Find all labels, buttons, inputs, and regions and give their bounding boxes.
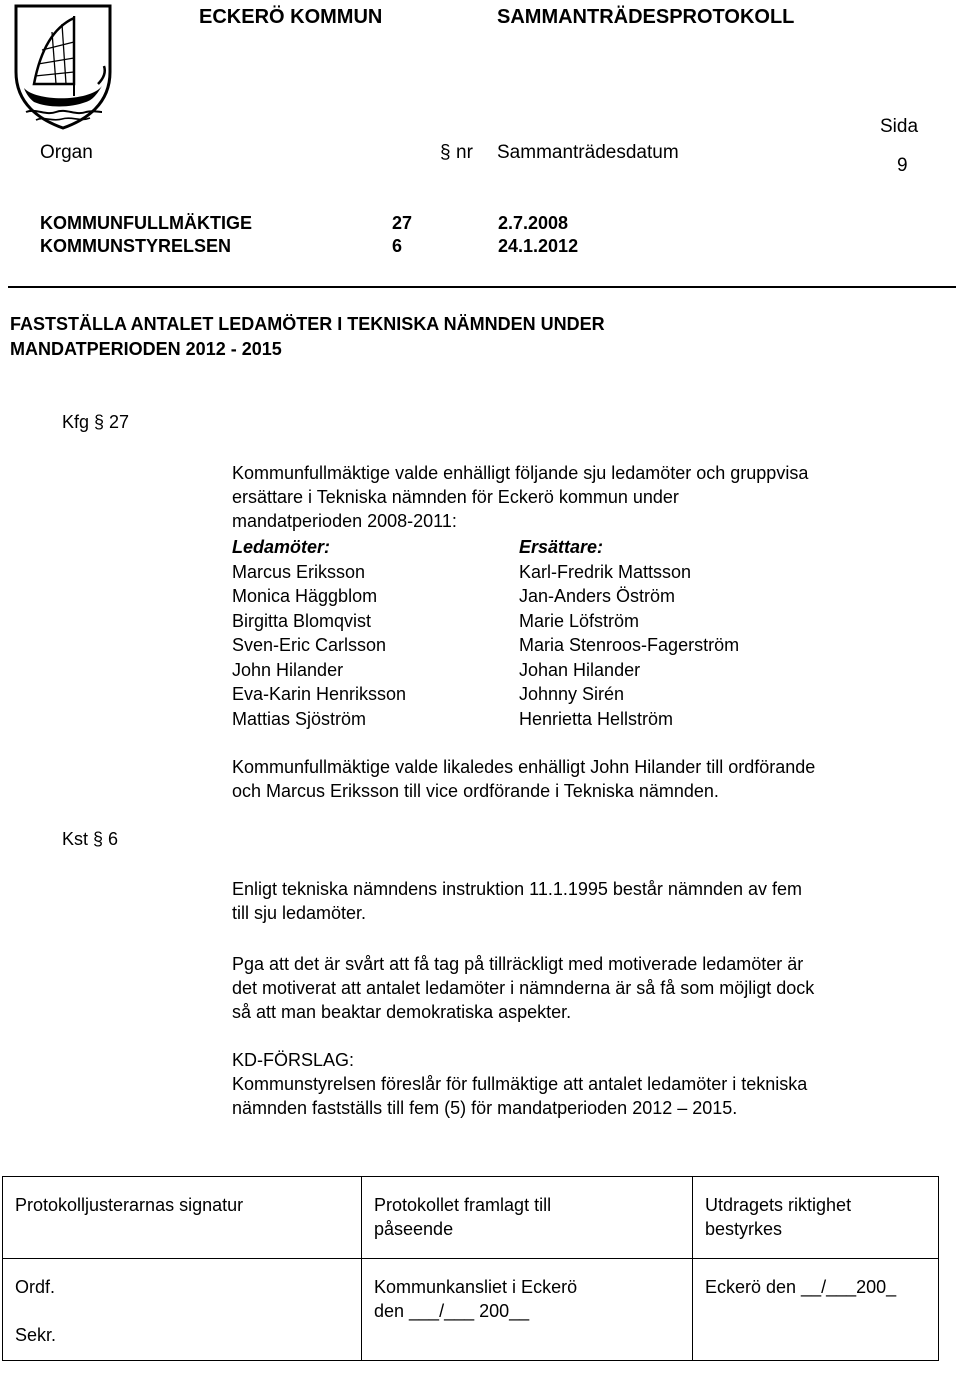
posting-header: Protokollet framlagt till påseende [374, 1195, 552, 1239]
posting-place-date: Kommunkansliet i Eckerö den ___/___ 200__ [374, 1277, 578, 1321]
member-name: Mattias Sjöström [232, 708, 367, 729]
certification-header: Utdragets riktighet bestyrkes [705, 1195, 852, 1239]
signature-table [2, 1176, 939, 1361]
certification-header-cell [693, 1177, 939, 1259]
organ-label: Organ [40, 142, 93, 163]
certification-place-date: Eckerö den __/___200_ [705, 1277, 897, 1297]
certification-cell [693, 1259, 939, 1361]
substitutes-column [519, 535, 739, 731]
substitute-name: Karl-Fredrik Mattsson [519, 561, 692, 582]
members-column [232, 535, 406, 731]
instruction-paragraph [232, 877, 802, 925]
substitutes-header: Ersättare: [519, 537, 604, 557]
page-number: 9 [897, 155, 908, 176]
motivation-line: det motiverat att antalet ledamöter i nämnderna är så få som möjligt dock [232, 978, 815, 998]
organ-nr: 27 [392, 213, 413, 233]
substitute-name: Johnny Sirén [519, 684, 625, 704]
municipality-name: ECKERÖ KOMMUN [199, 6, 383, 28]
nr-label: nr [456, 142, 473, 163]
motivation-line: så att man beaktar demokratiska aspekter. [232, 1002, 572, 1022]
page-label: Sida [880, 116, 919, 137]
chair-paragraph [232, 755, 815, 803]
chair-line: Kommunfullmäktige valde likaledes enhälligt John Hilander till ordförande [232, 757, 816, 777]
proposal-line: nämnden fastställs till fem (5) för mandatperioden 2012 – 2015. [232, 1098, 738, 1118]
intro-line: mandatperioden 2008-2011: [232, 511, 457, 531]
secretary-signature-label: Sekr. [15, 1325, 57, 1345]
posting-cell [362, 1259, 693, 1361]
member-name: Birgitta Blomqvist [232, 610, 372, 631]
members-header: Ledamöter: [232, 537, 331, 557]
substitute-name: Jan-Anders Öström [519, 586, 676, 606]
motivation-line: Pga att det är svårt att få tag på tillräckligt med motiverade ledamöter är [232, 954, 804, 974]
document-title-line2: MANDATPERIODEN 2012 - 2015 [10, 339, 282, 359]
section-symbol: § [440, 142, 451, 163]
document-type: SAMMANTRÄDESPROTOKOLL [497, 6, 795, 28]
member-name: Eva-Karin Henriksson [232, 684, 407, 704]
member-name: Monica Häggblom [232, 586, 378, 606]
signature-header-cell [3, 1177, 362, 1259]
member-name: Marcus Eriksson [232, 561, 366, 582]
motivation-paragraph [232, 952, 814, 1024]
organ-nr: 6 [392, 236, 403, 256]
signature-header: Protokolljusterarnas signatur [15, 1195, 244, 1215]
member-name: Sven-Eric Carlsson [232, 635, 387, 655]
organ-name: KOMMUNFULLMÄKTIGE [40, 213, 252, 233]
instruction-line: Enligt tekniska nämndens instruktion 11.1.1995 består nämnden av fem [232, 879, 803, 899]
signature-cell [3, 1259, 362, 1361]
intro-line: ersättare i Tekniska nämnden för Eckerö kommun under [232, 487, 679, 507]
substitute-name: Marie Löfström [519, 610, 640, 631]
date-label: Sammanträdesdatum [497, 142, 679, 163]
intro-line: Kommunfullmäktige valde enhälligt följande sju ledamöter och gruppvisa [232, 463, 809, 483]
municipality-logo [12, 2, 114, 130]
kfg-reference: Kfg § 27 [62, 412, 130, 432]
substitute-name: Henrietta Hellström [519, 708, 674, 729]
substitute-name: Johan Hilander [519, 659, 641, 680]
organ-name: KOMMUNSTYRELSEN [40, 236, 232, 256]
header-divider [8, 286, 956, 288]
chair-line: och Marcus Eriksson till vice ordförande i Tekniska nämnden. [232, 781, 719, 801]
substitute-name: Maria Stenroos-Fagerström [519, 635, 740, 655]
proposal-label: KD-FÖRSLAG: [232, 1050, 355, 1070]
posting-header-cell [362, 1177, 693, 1259]
proposal-line: Kommunstyrelsen föreslår för fullmäktige att antalet ledamöter i tekniska [232, 1074, 808, 1094]
chair-signature-label: Ordf. [15, 1277, 56, 1297]
proposal-section [232, 1048, 807, 1120]
kst-reference: Kst § 6 [62, 829, 119, 849]
intro-paragraph [232, 461, 808, 533]
organ-date: 2.7.2008 [498, 213, 569, 233]
document-title-line1: FASTSTÄLLA ANTALET LEDAMÖTER I TEKNISKA NÄMNDEN UNDER [10, 314, 605, 334]
organ-date: 24.1.2012 [498, 236, 579, 256]
member-name: John Hilander [232, 659, 344, 680]
instruction-line: till sju ledamöter. [232, 903, 367, 923]
